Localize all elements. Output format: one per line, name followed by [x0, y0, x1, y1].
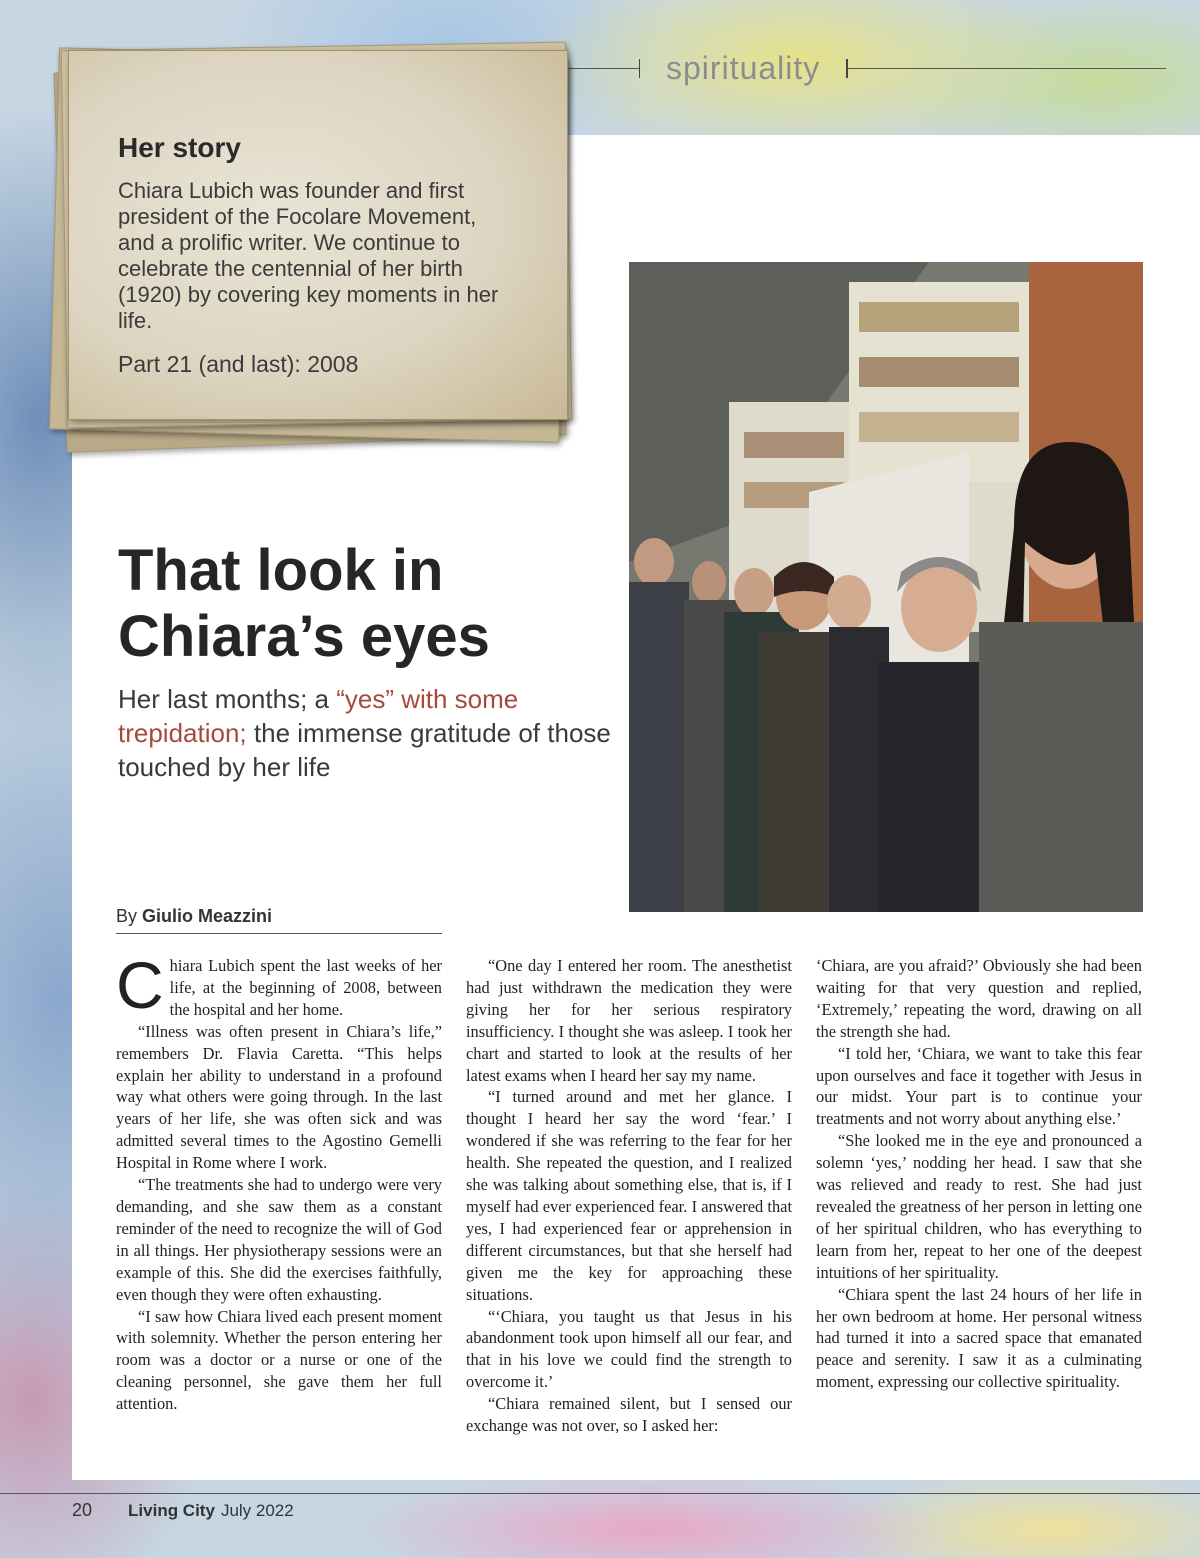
article-paragraph: “Chiara remained silent, but I sensed our exchange was not over, so I asked her:: [466, 1394, 792, 1436]
magazine-name: Living City: [128, 1501, 215, 1520]
article-paragraph: “The treatments she had to undergo were very demanding, and she saw them as a constant reminder of the need to recognize the will of God in all things. Her physiotherapy sessions were an example of this. She did the exercises faithfully, even though they were often exhausting.: [116, 1175, 442, 1304]
her-story-sidebar: [118, 132, 518, 378]
page-number: 20: [72, 1500, 93, 1520]
page-footer: [72, 1500, 294, 1524]
byline: [116, 906, 442, 934]
article-paragraph: “Illness was often present in Chiara’s life,” remembers Dr. Flavia Caretta. “This helps explain her ability to understand in a profound way what others were going through. In the last years of her life, she was often sick and was admitted several times to the Agostino Gemelli Hospital in Rome where I work.: [116, 1021, 442, 1173]
article-paragraph: [116, 948, 442, 1022]
sidebar-title: Her story: [118, 132, 241, 163]
byline-author: Giulio Meazzini: [142, 906, 273, 926]
subhead-accent: “yes” with some trepidation;: [118, 684, 519, 748]
article-headline: That look in Chiara’s eyes: [118, 538, 490, 669]
byline-prefix: By: [116, 906, 138, 926]
section-title: spirituality: [666, 50, 821, 86]
article-column-1: [116, 948, 442, 1415]
article-paragraph: “Chiara spent the last 24 hours of her life in her own bedroom at home. Her personal witness had turned it into a sacred space that emanated peace and serenity. I saw it as a culminating moment, expressing our collective spirituality.: [816, 1284, 1142, 1392]
subhead-text: the immense gratitude of those touched by her life: [118, 718, 611, 782]
article-paragraph: “I saw how Chiara lived each present moment with solemnity. Whether the person entering her room was a doctor or a nurse or one of the cleaning personnel, she gave them her full attention.: [116, 1306, 442, 1414]
photo-illustration: [629, 262, 1143, 912]
sidebar-part: Part 21 (and last): 2008: [118, 351, 359, 377]
article-paragraph: “‘Chiara, you taught us that Jesus in his abandonment took upon himself all our fear, and that in his love we could find the strength to overcome it.’: [466, 1306, 792, 1392]
footer-rule: [0, 1493, 1200, 1494]
paragraph-text: hiara Lubich spent the last weeks of her life, at the beginning of 2008, between the hospital and her home.: [169, 956, 442, 1019]
sidebar-body: Chiara Lubich was founder and first president of the Focolare Movement, and a prolific writer. We continue to celebrate the centennial of her birth (1920) by covering key moments in her life.: [118, 178, 499, 333]
article-paragraph: “One day I entered her room. The anesthetist had just withdrawn the medication they were giving her for her serious respiratory insufficiency. I thought she was asleep. I took her chart and started to look at the results of her latest exams when I heard her say my name.: [466, 956, 792, 1085]
article-photo: [629, 262, 1143, 912]
article-paragraph: “I turned around and met her glance. I thought I heard her say the word ‘fear.’ I wondered if she was referring to the fear for her health. She repeated the question, and I realized she was talking about something else, that is, if I myself had ever experienced fear. I answered that yes, I had experienced fear or apprehension in different circumstances, but that she herself had given me the key for approaching these situations.: [466, 1087, 792, 1304]
article-column-3: [816, 955, 1142, 1393]
issue-date: July 2022: [220, 1501, 294, 1520]
article-column-2: [466, 955, 792, 1437]
article-paragraph: ‘Chiara, are you afraid?’ Obviously she had been waiting for that very question and replied, ‘Extremely,’ repeating the word, drawing on all the strength she had.: [816, 956, 1142, 1041]
section-header: [560, 46, 1180, 90]
subhead-text: Her last months; a: [118, 684, 337, 714]
article-paragraph: “I told her, ‘Chiara, we want to take this fear upon ourselves and face it together with Jesus in our midst. Your part is to continue your treatments and not worry about anything else.’: [816, 1043, 1142, 1129]
section-rule-right: [846, 68, 1166, 69]
article-subhead: [118, 682, 618, 784]
article-paragraph: “She looked me in the eye and pronounced a solemn ‘yes,’ nodding her head. I saw that she was relieved and ready to rest. She had just revealed the greatness of her person in letting one of her spiritual children, who has everything to learn from her, repeat to her one of the deepest intuitions of her spirituality.: [816, 1131, 1142, 1282]
drop-cap: C: [116, 948, 164, 1022]
